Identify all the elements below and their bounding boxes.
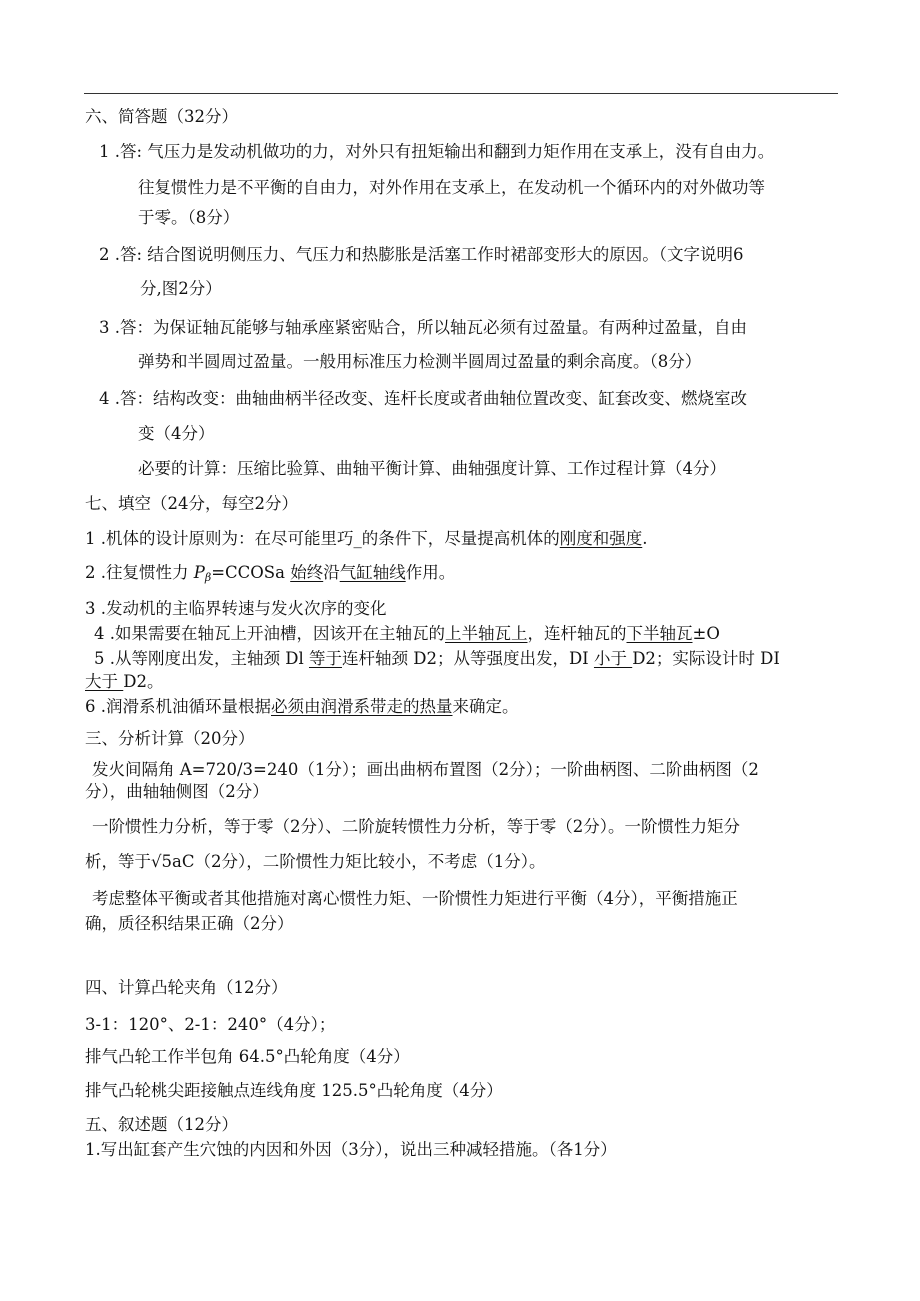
q1-line-2: 往复惯性力是不平衡的自由力，对外作用在支承上，在发动机一个循环内的对外做功等: [138, 178, 765, 197]
calc-p1-line-1: 发火间隔角 A=720/3=240（1分）；画出曲柄布置图（2分）；一阶曲柄图、二阶曲柄图（2: [92, 760, 759, 779]
fill-2: 2 .往复惯性力 $P_\beta=CCOSa$ 始终沿气缸轴线作用。: [85, 563, 456, 584]
fill-5-answer-3: 大于: [85, 672, 124, 691]
q2-line-2: 分,图2分）: [140, 279, 222, 298]
fill-5-line-2: 大于 D2。: [85, 672, 164, 691]
fill-3: 3 .发动机的主临界转速与发火次序的变化: [85, 599, 387, 618]
calc-p1-line-2: 分），曲轴轴侧图（2分）: [85, 782, 269, 801]
fill-1: 1 .机体的设计原则为：在尽可能里巧_的条件下，尽量提高机体的刚度和强度.: [85, 529, 648, 548]
section-7-heading: 七、填空（24分，每空2分）: [85, 494, 298, 513]
section-6-heading: 六、简答题（32分）: [85, 107, 238, 126]
q1-line-1: 1 .答: 气压力是发动机做功的力，对外只有扭矩输出和翻到力矩作用在支承上，没有自由力。: [99, 142, 775, 161]
fill-2-answer-2: 气缸轴线: [339, 563, 406, 582]
fill-1-answer: 刚度和强度: [559, 529, 643, 548]
q3-line-2: 弹势和半圆周过盈量。一般用标准压力检测半圆周过盈量的剩余高度。（8分）: [138, 352, 702, 371]
fill-5-answer-2: 小于: [593, 649, 633, 668]
cam-line-1: 3-1：120°、2-1：240°（4分）；: [85, 1015, 336, 1034]
fill-4-answer-1: 上半轴瓦上: [445, 624, 528, 643]
q1-line-3: 于零。（8分）: [138, 208, 240, 227]
section-3-heading: 三、分析计算（20分）: [85, 729, 255, 748]
calc-p2-line-1: 一阶惯性力分析，等于零（2分）、二阶旋转惯性力分析，等于零（2分）。一阶惯性力矩分: [92, 817, 740, 836]
calc-p2-line-2: 析，等于√5aC（2分），二阶惯性力矩比较小，不考虑（1分）。: [85, 852, 546, 871]
fill-4: 4 .如果需要在轴瓦上开油槽，因该开在主轴瓦的上半轴瓦上，连杆轴瓦的下半轴瓦±O: [94, 624, 720, 643]
fill-6-answer: 必须由润滑系带走的热量: [271, 697, 453, 716]
cam-line-3: 排气凸轮桃尖距接触点连线角度 125.5°凸轮角度（4分）: [85, 1081, 503, 1100]
q4-line-1: 4 .答：结构改变：曲轴曲柄半径改变、连杆长度或者曲轴位置改变、缸套改变、燃烧室改: [99, 389, 747, 408]
calc-p3-line-2: 确，质径积结果正确（2分）: [85, 914, 294, 933]
section-4-heading: 四、计算凸轮夹角（12分）: [85, 978, 288, 997]
narrative-line-1: 1.写出缸套产生穴蚀的内因和外因（3分），说出三种减轻措施。（各1分）: [85, 1140, 617, 1159]
fill-4-answer-2: 下半轴瓦: [626, 624, 693, 643]
force-symbol: P: [193, 563, 205, 582]
fill-6: 6 .润滑系机油循环量根据必须由润滑系带走的热量来确定。: [85, 697, 519, 716]
calc-p3-line-1: 考虑整体平衡或者其他措施对离心惯性力矩、一阶惯性力矩进行平衡（4分），平衡措施正: [92, 889, 738, 908]
section-5-heading: 五、叙述题（12分）: [85, 1115, 238, 1134]
q4-line-2: 变（4分）: [138, 424, 215, 443]
cam-line-2: 排气凸轮工作半包角 64.5°凸轮角度（4分）: [85, 1047, 410, 1066]
header-rule: [84, 93, 838, 94]
fill-5-answer-1: 等于: [308, 649, 342, 668]
q4-line-3: 必要的计算：压缩比验算、曲轴平衡计算、曲轴强度计算、工作过程计算（4分）: [138, 459, 726, 478]
q3-line-1: 3 .答：为保证轴瓦能够与轴承座紧密贴合，所以轴瓦必须有过盈量。有两种过盈量，自由: [99, 318, 747, 337]
q2-line-1: 2 .答: 结合图说明侧压力、气压力和热膨胀是活塞工作时裙部变形大的原因。（文字说明6: [99, 245, 744, 264]
fill-5-line-1: 5 .从等刚度出发，主轴颈 Dl 等于连杆轴颈 D2；从等强度出发，DI 小于 D2；实际设计时 DI: [94, 649, 780, 668]
fill-2-answer-1: 始终: [290, 563, 324, 582]
